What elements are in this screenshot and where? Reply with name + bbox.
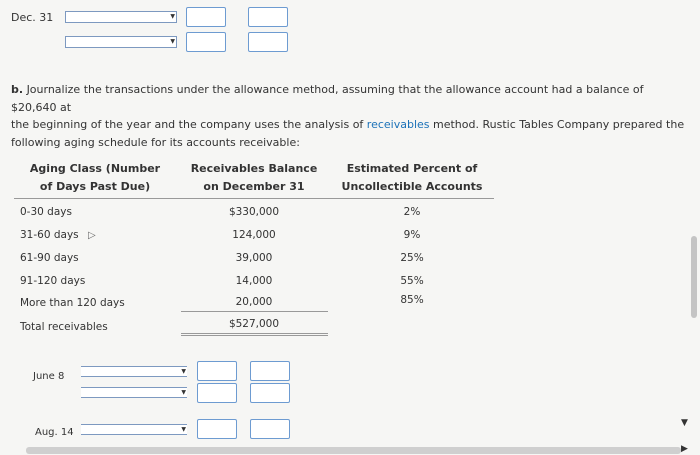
account-dropdown-june8-2[interactable] [81,387,187,398]
header-percent-line2: Uncollectible Accounts [341,180,483,193]
header-balance-line1: Receivables Balance [190,162,318,175]
debit-input-aug14-1[interactable] [197,419,237,439]
chevron-down-icon: ▼ [181,389,186,396]
header-aging-class-line1: Aging Class (Number [29,162,161,175]
credit-input-aug14-1[interactable] [250,419,290,439]
subtotal-rule [181,311,328,312]
debit-input-2[interactable] [186,32,226,52]
header-percent-line1: Estimated Percent of [346,162,478,175]
account-dropdown-2[interactable] [65,36,177,48]
row-balance: $330,000 [228,206,280,218]
header-receivables-balance [180,160,328,196]
question-line-2a: the beginning of the year and the company uses the analysis of [11,118,367,131]
total-rule-1 [181,333,328,334]
credit-input-june8-2[interactable] [250,383,290,403]
header-aging-class-line2: of Days Past Due) [39,180,151,193]
scroll-down-arrow-icon[interactable]: ▼ [681,418,688,428]
entry-date-june8: June 8 [33,371,65,382]
question-prefix: b. [11,83,24,96]
chevron-down-icon: ▼ [181,368,186,375]
header-rule [14,198,494,199]
chevron-down-icon: ▼ [181,426,186,433]
credit-input-1[interactable] [248,7,288,27]
horizontal-scrollbar-thumb[interactable] [26,447,681,454]
row-class: 0-30 days [20,206,72,218]
debit-input-june8-1[interactable] [197,361,237,381]
row-class: 31-60 days [20,229,79,241]
row-class: 91-120 days [20,275,86,287]
debit-input-june8-2[interactable] [197,383,237,403]
row-balance: 20,000 [235,296,273,308]
account-dropdown-aug14-1[interactable] [81,424,187,435]
row-percent: 9% [403,229,421,241]
account-dropdown-1[interactable] [65,11,177,23]
row-balance: 39,000 [235,252,273,264]
question-line-3: following aging schedule for its accounts receivable: [11,135,300,149]
row-balance: 14,000 [235,275,273,287]
receivables-link[interactable]: receivables [366,118,430,131]
row-percent: 25% [400,252,424,264]
credit-input-june8-1[interactable] [250,361,290,381]
row-balance: 124,000 [232,229,276,241]
row-percent: 2% [403,206,421,218]
row-percent: 85% [400,294,424,306]
debit-input-1[interactable] [186,7,226,27]
account-dropdown-june8-1[interactable] [81,366,187,377]
vertical-scrollbar-thumb[interactable] [691,236,697,318]
row-class: 61-90 days [20,252,79,264]
cursor-icon: ▷ [88,230,96,241]
header-aging-class [20,160,170,196]
row-class: More than 120 days [20,297,125,309]
entry-date-dec31: Dec. 31 [11,11,54,24]
question-line-1: Journalize the transactions under the allowance method, assuming that the allowance account had a balance of $20,640 at [11,83,644,114]
chevron-down-icon: ▼ [170,13,175,20]
row-percent: 55% [400,275,424,287]
header-estimated-percent [338,160,486,196]
chevron-down-icon: ▼ [170,38,175,45]
entry-date-aug14: Aug. 14 [35,427,74,438]
header-balance-line2: on December 31 [203,180,305,193]
question-line-2b: method. Rustic Tables Company prepared the [429,118,685,131]
scroll-right-arrow-icon[interactable]: ▶ [681,444,688,454]
question-text [11,81,691,151]
total-balance: $527,000 [228,318,280,330]
total-rule-2 [181,335,328,336]
total-label: Total receivables [20,321,108,333]
credit-input-2[interactable] [248,32,288,52]
